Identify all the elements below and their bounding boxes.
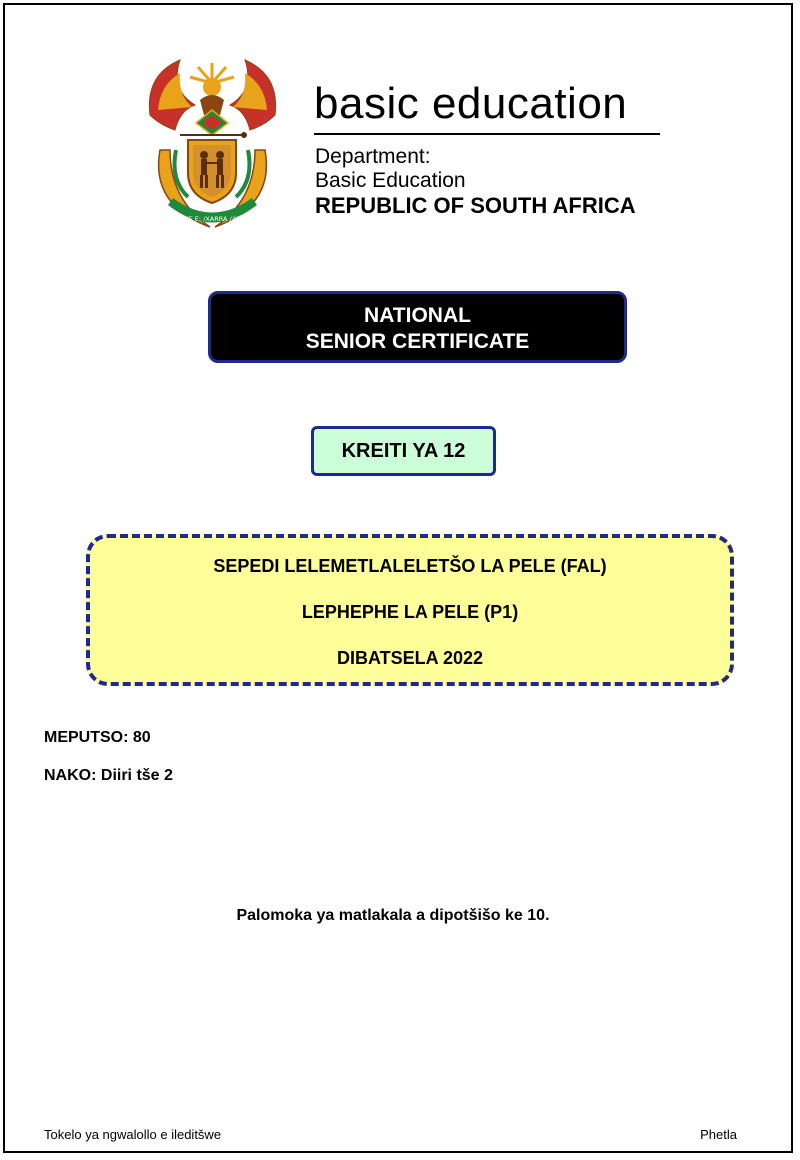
page-count-note: Palomoka ya matlakala a dipotšišo ke 10. [236, 907, 550, 924]
crest-motto: !KE E: /XARRA //KE [181, 215, 243, 223]
subject-title: SEPEDI LELEMETLALELETŠO LA PELE (FAL) [213, 556, 607, 576]
marks-info: MEPUTSO: 80 [44, 729, 151, 746]
coat-of-arms-icon [140, 55, 285, 235]
certificate-line-1: NATIONAL [364, 304, 471, 327]
department-name: Basic Education [315, 169, 466, 192]
paper-number: LEPHEPHE LA PELE (P1) [301, 602, 519, 622]
exam-session: DIBATSELA 2022 [336, 648, 484, 668]
certificate-line-2: SENIOR CERTIFICATE [305, 330, 530, 353]
turn-over-label: Phetla [700, 1127, 737, 1142]
subject-panel [86, 534, 734, 686]
grade-badge: KREITI YA 12 [311, 426, 496, 476]
brand-divider [314, 133, 660, 135]
country-name: REPUBLIC OF SOUTH AFRICA [315, 193, 636, 218]
copyright-notice: Tokelo ya ngwalollo e ileditšwe [44, 1127, 222, 1142]
department-label: Department: [315, 145, 431, 168]
certificate-banner [208, 291, 627, 363]
brand-title: basic education [314, 79, 628, 128]
time-info: NAKO: Diiri tše 2 [44, 767, 173, 784]
